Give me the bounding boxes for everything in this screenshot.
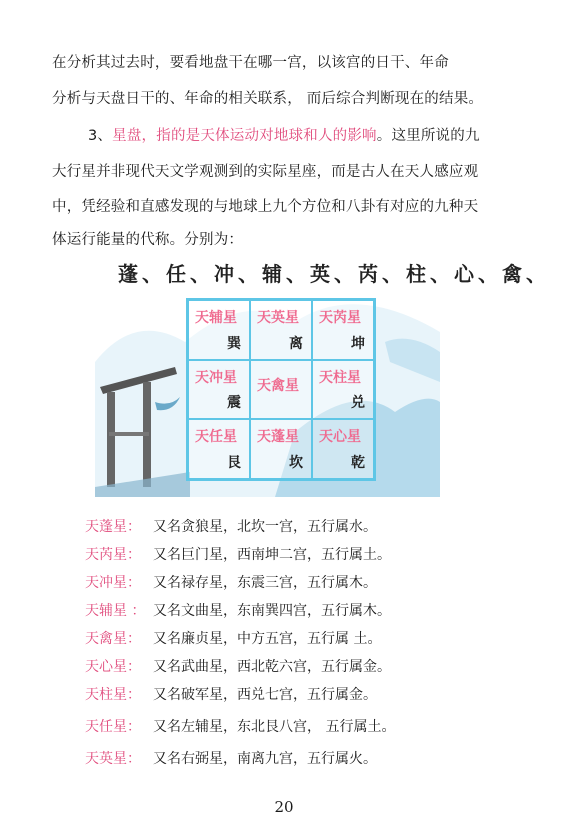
grid-cell-qian <box>312 419 374 479</box>
section-number: 3、 <box>88 128 113 144</box>
grid-cell-center <box>250 360 312 420</box>
paragraph-line: 分析与天盘日干的、年命的相关联系， 而后综合判断现在的结果。 <box>52 91 484 107</box>
star-entry <box>85 628 381 648</box>
trigram-name: 震 <box>227 395 241 412</box>
star-name: 天禽星 <box>257 377 299 394</box>
star-name: 天任星 <box>195 429 237 446</box>
paragraph-line: 大行星并非现代天文学观测到的实际星座，而是古人在天人感应观 <box>52 164 479 180</box>
star-entry <box>85 572 377 592</box>
trigram-name: 艮 <box>227 455 241 471</box>
star-entry-desc: 又名巨门星，西南坤二宫，五行属土。 <box>153 547 391 563</box>
grid-cell-dui <box>312 360 374 420</box>
star-entry-name: 天辅星 ： <box>85 603 146 619</box>
nine-palace-grid <box>186 298 376 481</box>
grid-cell-kan <box>250 419 312 479</box>
paragraph-line: 在分析其过去时，要看地盘干在哪一宫，以该宫的日干、年命 <box>52 55 449 71</box>
star-entry-name: 天冲星： <box>85 575 141 591</box>
star-entry-name: 天心星： <box>85 659 141 675</box>
paragraph-text: 。这里所说的九 <box>376 128 480 144</box>
page-number: 20 <box>274 798 294 816</box>
trigram-name: 坎 <box>289 455 303 471</box>
star-entry <box>85 656 391 676</box>
star-entry-name: 天蓬星： <box>85 519 141 535</box>
star-entry <box>85 684 377 704</box>
star-name: 天柱星 <box>319 369 361 386</box>
trigram-name: 离 <box>289 335 303 352</box>
star-name: 天辅星 <box>195 310 237 326</box>
star-entry-desc: 又名破军星，西兑七宫，五行属金。 <box>153 687 377 703</box>
star-name: 天蓬星 <box>257 429 299 446</box>
star-entry <box>85 600 391 620</box>
star-entry-desc: 又名左辅星，东北艮八宫， 五行属土。 <box>153 719 396 735</box>
star-entry-desc: 又名禄存星，东震三宫，五行属木。 <box>153 575 377 591</box>
trigram-name: 乾 <box>351 455 365 471</box>
trigram-name: 坤 <box>351 335 365 352</box>
grid-cell-xun <box>188 300 250 360</box>
star-name: 天冲星 <box>195 369 237 386</box>
star-entry-desc: 又名廉贞星，中方五宫，五行属 土。 <box>153 631 382 647</box>
star-entry-name: 天禽星： <box>85 631 141 647</box>
star-entry-name: 天柱星： <box>85 687 141 703</box>
star-entry-desc: 又名贪狼星，北坎一宫，五行属水。 <box>153 519 377 535</box>
star-entry-name: 天任星： <box>85 719 141 735</box>
star-entry-name: 天芮星： <box>85 547 141 563</box>
grid-cell-zhen <box>188 360 250 420</box>
grid-cell-li <box>250 300 312 360</box>
trigram-name: 巽 <box>227 335 241 352</box>
highlighted-term: 星盘，指的是天体运动对地球和人的影响 <box>112 128 377 144</box>
star-entry <box>85 544 391 564</box>
star-entry-desc: 又名右弼星，南离九宫，五行属火。 <box>153 751 377 767</box>
star-entry <box>85 716 395 736</box>
star-entry-desc: 又名武曲星，西北乾六宫，五行属金。 <box>153 659 391 675</box>
grid-cell-kun <box>312 300 374 360</box>
stars-heading: 蓬、任、冲、辅、英、芮、柱、心、禽、 <box>118 262 550 286</box>
star-entry <box>85 748 377 768</box>
trigram-name: 兑 <box>351 395 365 412</box>
grid-cell-gen <box>188 419 250 479</box>
paragraph-line: 中，凭经验和直感发现的与地球上九个方位和八卦有对应的九种天 <box>52 199 479 215</box>
star-entry-name: 天英星： <box>85 751 141 767</box>
paragraph-line: 体运行能量的代称。分别为： <box>52 232 244 248</box>
star-entry <box>85 516 377 536</box>
star-name: 天芮星 <box>319 310 361 326</box>
paragraph-line <box>88 124 480 145</box>
star-name: 天心星 <box>319 429 361 446</box>
star-entry-desc: 又名文曲星，东南巽四宫，五行属木。 <box>153 603 391 619</box>
star-name: 天英星 <box>257 310 299 326</box>
